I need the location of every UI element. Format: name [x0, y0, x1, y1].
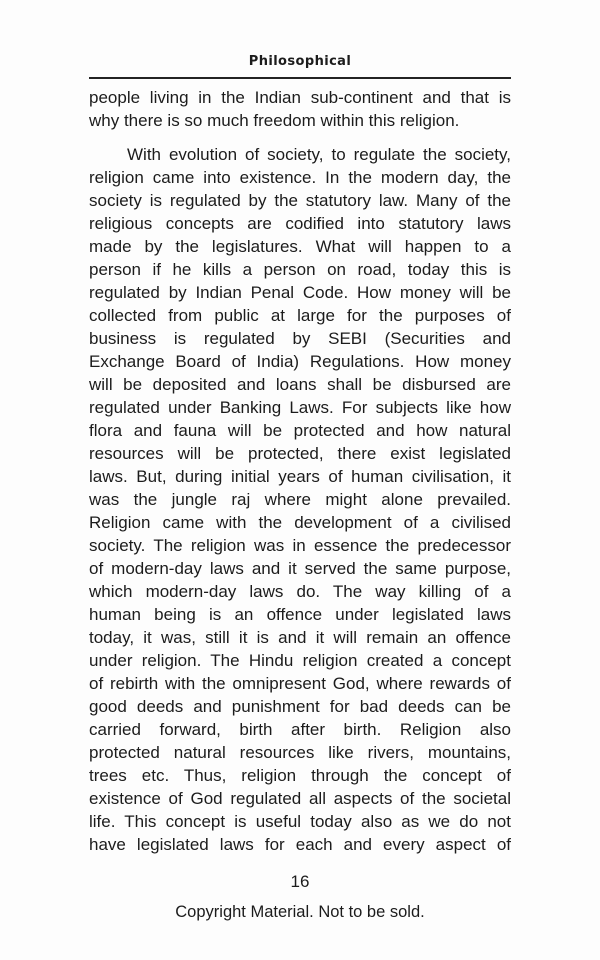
header-rule [89, 77, 511, 79]
text-line: human being is an offence under legislated laws [89, 605, 511, 624]
text-line: carried forward, birth after birth. Religion also [89, 720, 511, 739]
text-line: person if he kills a person on road, today this is [89, 260, 511, 279]
text-line: was the jungle raj where might alone prevailed. [89, 490, 511, 509]
text-line: of modern-day laws and it served the same purpose, [89, 559, 511, 578]
text-line: flora and fauna will be protected and how natural [89, 421, 511, 440]
text-line: which modern-day laws do. The way killing of a [89, 582, 511, 601]
text-line: existence of God regulated all aspects of the societal [89, 789, 511, 808]
text-line: Religion came with the development of a civilised [89, 513, 511, 532]
text-line: people living in the Indian sub-continent and that is [89, 88, 511, 107]
page-number: 16 [290, 872, 310, 891]
page-body [89, 86, 511, 856]
text-line: resources will be protected, there exist legislated [89, 444, 511, 463]
text-line: regulated by Indian Penal Code. How money will be [89, 283, 511, 302]
text-line: will be deposited and loans shall be disbursed are [89, 375, 511, 394]
text-line: society is regulated by the statutory law. Many of the [89, 191, 511, 210]
text-line: today, it was, still it is and it will remain an offence [89, 628, 511, 647]
text-line: society. The religion was in essence the predecessor [89, 536, 511, 555]
text-line: protected natural resources like rivers, mountains, [89, 743, 511, 762]
text-line: religious concepts are codified into statutory laws [89, 214, 511, 233]
text-line: With evolution of society, to regulate the society, [127, 145, 511, 164]
text-line: collected from public at large for the purposes of [89, 306, 511, 325]
paragraph [89, 86, 511, 132]
copyright-notice: Copyright Material. Not to be sold. [175, 903, 425, 921]
paragraph [89, 143, 511, 856]
text-line: religion came into existence. In the modern day, the [89, 168, 511, 187]
text-line: of rebirth with the omnipresent God, where rewards of [89, 674, 511, 693]
text-line: business is regulated by SEBI (Securities and [89, 329, 511, 348]
text-line: regulated under Banking Laws. For subjects like how [89, 398, 511, 417]
text-line: good deeds and punishment for bad deeds can be [89, 697, 511, 716]
text-line: life. This concept is useful today also as we do not [89, 812, 511, 831]
text-line: have legislated laws for each and every aspect of [89, 835, 511, 854]
running-header-title: Philosophical [248, 54, 352, 69]
text-line: trees etc. Thus, religion through the concept of [89, 766, 511, 785]
text-line: Exchange Board of India) Regulations. How money [89, 352, 511, 371]
text-line: under religion. The Hindu religion created a concept [89, 651, 511, 670]
text-line: made by the legislatures. What will happen to a [89, 237, 511, 256]
text-line: why there is so much freedom within this religion. [89, 111, 460, 130]
text-line: laws. But, during initial years of human civilisation, it [89, 467, 511, 486]
